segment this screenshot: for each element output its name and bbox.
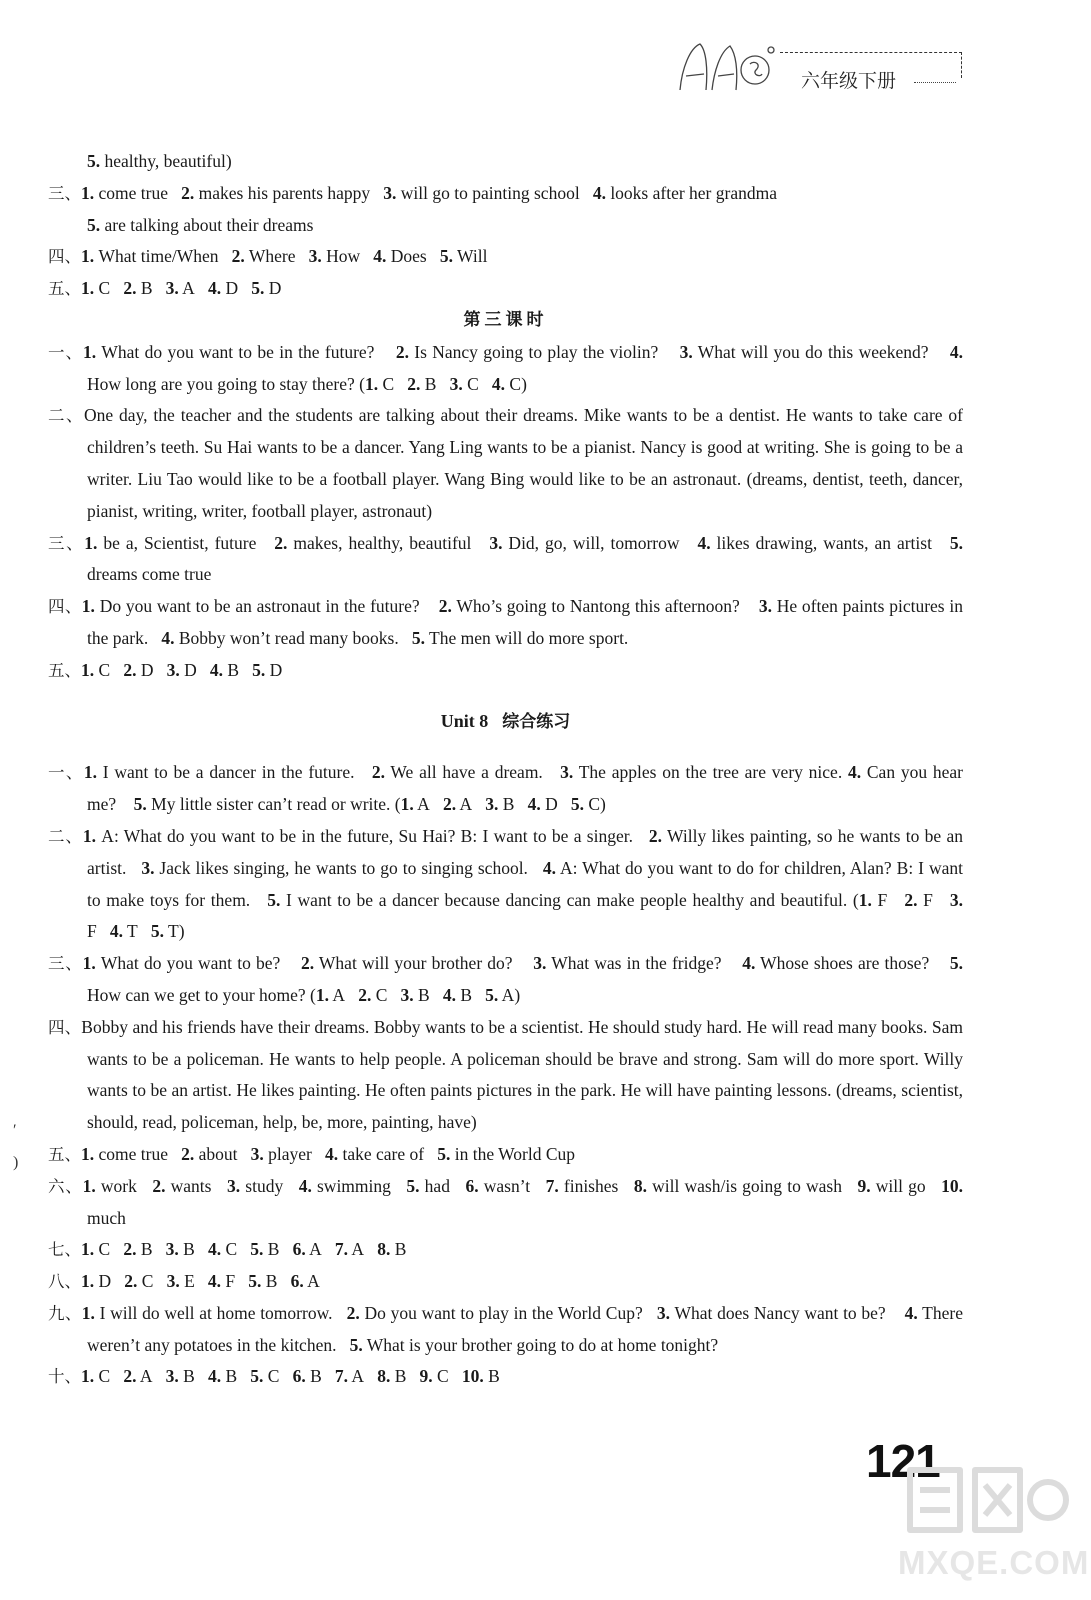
page-number: 121	[866, 1435, 940, 1487]
answer-paragraph	[48, 591, 963, 655]
answer-text: 5. are talking about their dreams	[87, 214, 314, 235]
section-label: 一、	[48, 763, 84, 783]
answer-text: 1. What time/When 2. Where 3. How 4. Does 5. Will	[81, 246, 488, 267]
header-dots	[914, 82, 956, 83]
section-label: 四、	[48, 597, 82, 617]
answer-text: 1. C 2. D 3. D 4. B 5. D	[81, 659, 283, 680]
answer-paragraph	[48, 210, 963, 242]
answer-paragraph	[48, 1234, 963, 1266]
header-rule-end	[961, 52, 962, 78]
section-label: 六、	[48, 1176, 83, 1196]
answer-text: 1. C 2. A 3. B 4. B 5. C 6. B 7. A 8. B 9. C 10. B	[81, 1366, 500, 1387]
section-label: 五、	[48, 1144, 81, 1164]
answer-text: 1. C 2. B 3. A 4. D 5. D	[81, 278, 282, 299]
watermark-text: MXQE.COM	[898, 1544, 1090, 1581]
answer-paragraph	[48, 821, 963, 948]
answer-content	[48, 146, 963, 1393]
answer-paragraph	[48, 1171, 963, 1235]
answer-paragraph	[48, 1266, 963, 1298]
grade-label: 六年级下册	[801, 70, 897, 92]
section-label: 五、	[48, 279, 81, 299]
answer-text: One day, the teacher and the students are talking about their dreams. Mike wants to be a dentist. He wants to take care of children’s teeth. Su Hai wants to be a dancer. Yang Ling wants to be a pianist. Nancy is good at writing. She is going to be a writer. Liu Tao would like to be a football player. Wang Bing would like to be an astronaut. (dreams, dentist, teeth, dancer, pianist, writing, writer, football player, astronaut)	[84, 405, 963, 521]
answer-paragraph	[48, 400, 963, 527]
section-label: 二、	[48, 406, 85, 426]
answer-text: 1. be a, Scientist, future 2. makes, healthy, beautiful 3. Did, go, will, tomorrow 4. likes drawing, wants, an artist 5. dreams come true	[84, 532, 964, 585]
answer-paragraph	[48, 655, 963, 687]
answer-text: 1. work 2. wants 3. study 4. swimming 5. had 6. wasn’t 7. finishes 8. will wash/is going to wash 9. will go 10. much	[82, 1175, 964, 1228]
answer-paragraph	[48, 1139, 963, 1171]
book-logo-icon	[672, 38, 782, 100]
answer-text: Bobby and his friends have their dreams. Bobby wants to be a scientist. He should study hard. He will read many books. Sam wants to be a policeman. He wants to help people. A policeman should be brave and strong. Sam will do more sport. Willy wants to be an artist. He likes painting. He often paints pictures in the park. He will have painting lessons. (dreams, scientist, should, read, policeman, help, be, more, painting, have)	[81, 1016, 964, 1133]
answer-paragraph	[48, 1298, 963, 1362]
answer-paragraph	[48, 241, 963, 273]
answer-paragraph	[48, 1361, 963, 1393]
section-label: 一、	[48, 342, 83, 362]
answer-paragraph	[48, 948, 963, 1012]
answer-text: 1. I want to be a dancer in the future. 2. We all have a dream. 3. The apples on the tree are very nice. 4. Can you hear me? 5. My little sister can’t read or write. (1. A 2. A 3. B 4. D 5. C)	[83, 762, 963, 815]
answer-text: 1. Do you want to be an astronaut in the future? 2. Who’s going to Nantong this afternoon? 3. He often paints pictures in the park. 4. Bobby won’t read many books. 5. The men will do more sport.	[81, 596, 963, 648]
unit-number: Unit 8	[440, 710, 489, 731]
margin-mark: ′	[13, 1122, 17, 1139]
section-label: 五、	[48, 660, 81, 680]
section-label: 三、	[48, 183, 81, 203]
answer-text: 1. come true 2. makes his parents happy 3. will go to painting school 4. looks after her grandma	[81, 182, 777, 203]
section-label: 三、	[48, 954, 83, 974]
answer-text: 1. I will do well at home tomorrow. 2. Do you want to play in the World Cup? 3. What does Nancy want to be? 4. There weren’t any potatoes in the kitchen. 5. What is your brother going to do at home tonight?	[81, 1302, 963, 1355]
unit-title	[48, 706, 963, 739]
unit-subtitle: 综合练习	[502, 711, 571, 732]
section-label: 十、	[48, 1367, 81, 1387]
section-label: 八、	[48, 1272, 81, 1292]
answer-text: 5. healthy, beautiful)	[87, 151, 232, 171]
answer-text: 1. What do you want to be? 2. What will your brother do? 3. What was in the fridge? 4. Whose shoes are those? 5. How can we get to your home? (1. A 2. C 3. B 4. B 5. A)	[82, 953, 963, 1005]
answer-paragraph	[48, 273, 963, 305]
section-label: 九、	[48, 1303, 82, 1323]
answer-paragraph	[48, 337, 963, 401]
margin-mark: )	[13, 1154, 19, 1171]
answer-text: 1. What do you want to be in the future? 2. Is Nancy going to play the violin? 3. What will you do this weekend? 4. How long are you going to stay there? (1. C 2. B 3. C 4. C)	[82, 341, 964, 394]
answer-text: 1. A: What do you want to be in the future, Su Hai? B: I want to be a singer. 2. Willy likes painting, so he wants to be an artist. 3. Jack likes singing, he wants to go to singing school. 4. A: What do you want to do for children, Alan? B: I want to make toys for them. 5. I want to be a dancer because dancing can make people healthy and beautiful. (1. F 2. F 3. F 4. T 5. T)	[82, 825, 964, 942]
answer-text: 1. come true 2. about 3. player 4. take care of 5. in the World Cup	[81, 1143, 575, 1164]
section-label: 二、	[48, 826, 83, 846]
answer-paragraph	[48, 1012, 963, 1139]
answer-text: 1. C 2. B 3. B 4. C 5. B 6. A 7. A 8. B	[81, 1239, 407, 1260]
answer-paragraph	[48, 528, 963, 592]
answer-paragraph	[48, 146, 963, 178]
answer-paragraph	[48, 757, 963, 821]
section-label: 三、	[48, 533, 85, 553]
header-rule	[780, 52, 962, 53]
lesson-title: 第三课时	[463, 309, 548, 330]
answer-paragraph	[48, 178, 963, 210]
section-label: 四、	[48, 1017, 82, 1037]
section-label: 四、	[48, 247, 81, 267]
section-label: 七、	[48, 1240, 81, 1260]
answer-text: 1. D 2. C 3. E 4. F 5. B 6. A	[81, 1271, 320, 1292]
